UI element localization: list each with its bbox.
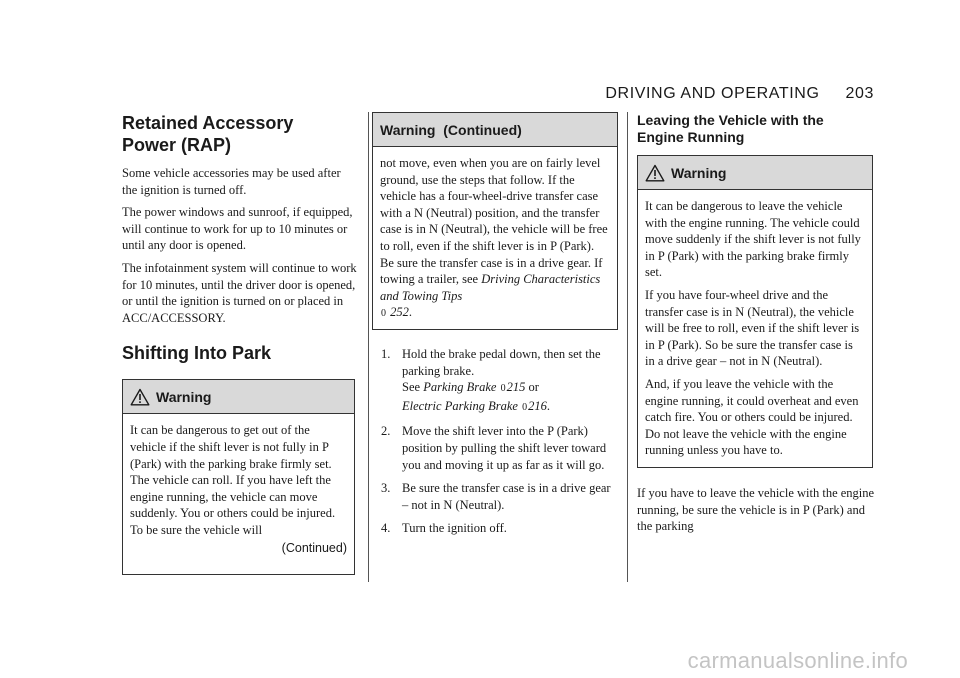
warning-continued-body: not move, even when you are on fairly level ground, use the steps that follow. If the vehicle has a four-wheel-drive transfer case with a N (Neutral) position, and the transfer case is in N (Neutral), the vehicle will be free to roll, even if the shift lever is in P (Park). Be sure the transfer case is in a drive gear. If towing a trailer, see [380, 156, 608, 287]
rap-heading-line1: Retained Accessory [122, 113, 294, 133]
watermark: carmanualsonline.info [687, 648, 908, 673]
list-item [378, 423, 616, 473]
warning-text: It can be dangerous to get out of the vehicle if the shift lever is not fully in P (Park) with the parking brake firmly set. The vehicle can roll. If you have left the engine running, the vehicle can move suddenly. You or others could be injured. To be sure the vehicle will [130, 423, 336, 537]
warning-label: Warning [671, 164, 727, 181]
warning-header [638, 156, 872, 190]
warning-triangle-icon [130, 388, 150, 406]
warning-paragraph-2: If you have four-wheel drive and the transfer case is in N (Neutral), the vehicle will be free to roll, even if the shift lever is in P (Park). So be sure the transfer case is in a drive gear – not in N (Neutral). [645, 287, 860, 369]
engine-running-paragraph: If you have to leave the vehicle with the engine running, be sure the vehicle is in P (Park) and the parking [637, 485, 875, 534]
warning-paragraph-1: It can be dangerous to leave the vehicle with the engine running. The vehicle could move suddenly if the shift lever is not fully in P (Park) with the parking brake firmly set. [645, 199, 861, 280]
step-text: Be sure the transfer case is in a drive gear – not in N (Neutral). [402, 481, 611, 512]
park-steps [378, 346, 616, 537]
step-number: 3. [381, 481, 391, 496]
towing-tips-link[interactable]: Driving Characteristics and Towing Tips [380, 272, 601, 303]
column-2 [368, 112, 616, 544]
rap-paragraph-3: The infotainment system will continue to work for 10 minutes, until the driver door is opened, or until the ignition is turned on or placed in ACC/ACCESSORY. [122, 260, 357, 325]
rap-paragraph-1: Some vehicle accessories may be used after the ignition is turned off. [122, 166, 341, 197]
step-number: 2. [381, 424, 391, 439]
list-item: 1. Hold the brake pedal down, then set the parking brake. See Parking Brake 0215 or Electric Parking Brake 0216. [378, 346, 616, 416]
electric-parking-brake-link[interactable]: Electric Parking Brake [402, 398, 518, 413]
rap-paragraph-2: The power windows and sunroof, if equipped, will continue to work for up to 10 minutes or until any door is opened. [122, 205, 353, 253]
parking-brake-page[interactable]: 215 [506, 380, 526, 395]
rap-heading [122, 112, 358, 156]
step-number: 4. [381, 521, 391, 536]
warning-paragraph-3: And, if you leave the vehicle with the engine running, it could overheat and even catch fire. You or others could be injured. Do not leave the vehicle with the engine running unless you have to. [645, 376, 859, 458]
warning-triangle-icon [645, 164, 665, 182]
page-ref-icon: 0 [522, 401, 528, 413]
page-ref-icon: 0 [381, 308, 386, 320]
warning-box-park [122, 379, 355, 575]
list-item [378, 520, 616, 537]
column-1 [122, 110, 358, 575]
step-text: Move the shift lever into the P (Park) position by pulling the shift lever toward you and moving it up as far as it will go. [402, 424, 607, 472]
step-text: Hold the brake pedal down, then set the parking brake. [402, 346, 601, 378]
column-3 [624, 112, 878, 541]
leaving-heading-line2: Engine Running [637, 129, 745, 145]
warning-box-engine-running [637, 155, 873, 468]
warning-header [123, 380, 354, 414]
page-ref-icon: 0 [500, 383, 506, 395]
step-text: Turn the ignition off. [402, 521, 507, 536]
continued-label: (Continued) [281, 540, 347, 555]
warning-continued-header [373, 113, 617, 147]
warning-label: Warning [156, 388, 212, 405]
leaving-vehicle-heading [637, 112, 878, 146]
parking-brake-link[interactable]: Parking Brake [423, 380, 497, 395]
park-heading: Shifting Into Park [122, 343, 272, 364]
leaving-heading-line1: Leaving the Vehicle with the [637, 112, 824, 128]
step-number: 1. [381, 346, 391, 361]
warning-box-continued [372, 112, 618, 330]
list-item [378, 480, 616, 513]
running-header [605, 85, 874, 103]
section-label: DRIVING AND OPERATING [605, 85, 820, 102]
rap-heading-line2: Power (RAP) [122, 135, 232, 155]
electric-parking-brake-page[interactable]: 216 [528, 398, 547, 413]
page-number: 203 [845, 85, 874, 102]
towing-tips-page[interactable]: 252 [390, 305, 409, 320]
warning-continued-label: Warning (Continued) [380, 121, 522, 138]
warning-continued-text: not move, even when you are on fairly level ground, use the steps that follow. If the vehicle has a four-wheel-drive transfer case with a N (Neutral) position, and the transfer case is in N (Neutral), the vehicle will be free to roll, even if the shift lever is in P (Park). Be sure the transfer case is in a drive gear. If towing a trailer, see Driving Characteristics and Towing Tips 0 252. [380, 156, 608, 320]
